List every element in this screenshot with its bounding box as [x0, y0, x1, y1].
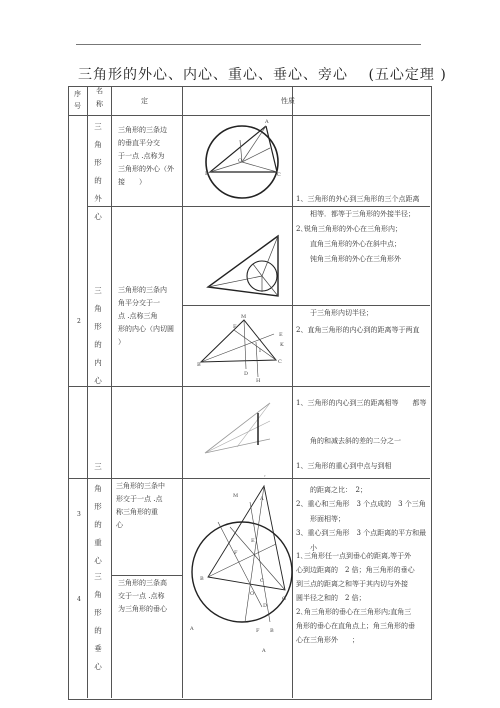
figure-incenter-labeled: [196, 312, 291, 387]
def-centroid: 三角形的三条中 形交于一点 .点 称三角形的重 心: [116, 482, 165, 529]
fig5-label-b: B: [200, 576, 204, 582]
figure-orthocenter: [190, 482, 292, 657]
fig5-label-d: D: [263, 603, 268, 609]
fig5-label-a3: A: [262, 648, 266, 654]
fig3-label-f: F: [233, 324, 237, 330]
row-number-2: 2: [77, 318, 81, 325]
fig3-label-h: H: [256, 378, 261, 384]
fig5-label-f: F: [234, 550, 238, 556]
prop-inner-2: 1、三角形的内心到三的距离相等 都等 角的和减去斜的差的二分之一: [296, 399, 427, 445]
figure-circumcenter: [200, 115, 290, 205]
header-rule: [76, 44, 421, 45]
fig5-label-f2: F: [256, 628, 260, 634]
name-centroid-head: 三: [94, 462, 102, 471]
fig3-label-c: C: [278, 359, 282, 365]
fig5-label-o: O: [250, 591, 255, 597]
row-number-4: 4: [77, 596, 81, 603]
header-prop: 性质: [281, 97, 295, 105]
fig5-label-a2: A: [190, 626, 194, 632]
fig5-label-g: G: [282, 596, 286, 602]
def-outer: 三角形的三条边 的垂直平分交 于一点 .点称为 三角形的外心（外 接 ）: [118, 126, 174, 186]
fig3-label-e: E: [279, 332, 283, 338]
fig5-label-c: C: [260, 578, 264, 584]
col-divider-1: [87, 87, 88, 698]
header-def: 定: [141, 97, 148, 105]
name-inner: 三 角 形 的 内 心: [94, 286, 102, 385]
fig1-label-a: A: [265, 119, 269, 125]
prop-inner: 于三角形内切半径； 2、直角三角形的内心到的距离等于两直: [296, 309, 420, 334]
header-no-1: 序: [74, 90, 81, 98]
header-name-1: 名: [96, 87, 103, 95]
col-divider-4: [292, 87, 293, 698]
fig1-label-o: O: [238, 158, 243, 164]
row-line-5: [112, 575, 182, 576]
prop-ortho: 1､三角形任一点到垂心的距离,等于外 心到边距离的 2 倍；角三角形的垂心 到三点的距离之和等于其内切与外接 圆半径之和的 2 倍； 2､角三角形的垂心在三角形内;直角三 角形的垂心在直角点上；角三角形的垂 心在三角形外 ；: [296, 552, 415, 644]
figure-incenter: [205, 232, 285, 302]
figure-centroid: [200, 395, 290, 480]
page-title: 三角形的外心、内心、重心、垂心、旁心 (五心定理 ): [78, 67, 447, 83]
fig3-label-i: I: [259, 348, 261, 354]
fig1-label-c: C: [277, 172, 281, 178]
fig5-label-e: E: [251, 538, 255, 544]
col-divider-3: [182, 87, 183, 698]
header-no-2: 号: [74, 102, 81, 110]
header-name-2: 称: [96, 100, 103, 108]
col-divider-2: [111, 87, 112, 698]
fig5-label-b2: B: [270, 628, 274, 634]
fig3-label-m: M: [241, 314, 247, 320]
prop-centroid: 1、三角形的重心到中点与到相 的距离之比： 2； 2、重心和三角形 3 个点成的 3 个三角 形面相等； 3、重心到三角形 3 个点距离的平方和最 小: [296, 462, 427, 552]
fig3-label-d: D: [244, 371, 249, 377]
def-inner: 三角形的三条内 角平分交于一 点 .点称三角 形的内心（内切圆 ）: [118, 286, 174, 346]
fig1-label-b: B: [205, 171, 209, 177]
name-outer: 三 角 形 的 外 心: [94, 122, 102, 221]
row-number-3: 3: [77, 511, 81, 518]
fig4-mark: r: [264, 473, 266, 478]
prop-outer: 1、三角形的外心到三角形的三个点距离 相等．都等于三角形的外接半径； 2､锐角三角形的外心在三角形内； 直角三角形的外心在斜中点； 钝角三角形的外心在三角形外: [296, 195, 420, 263]
fig3-label-b: B: [197, 362, 201, 368]
fig3-label-k: K: [280, 342, 284, 348]
def-ortho: 三角形的三条高 交于一点 .点称 为三角形的垂心: [118, 579, 167, 613]
fig5-label-m: M: [233, 493, 239, 499]
name-centroid: 角 形 的 重 心: [94, 484, 102, 565]
name-ortho: 三 角 形 的 垂 心: [94, 572, 102, 671]
fig5-label-a: A: [260, 496, 264, 502]
